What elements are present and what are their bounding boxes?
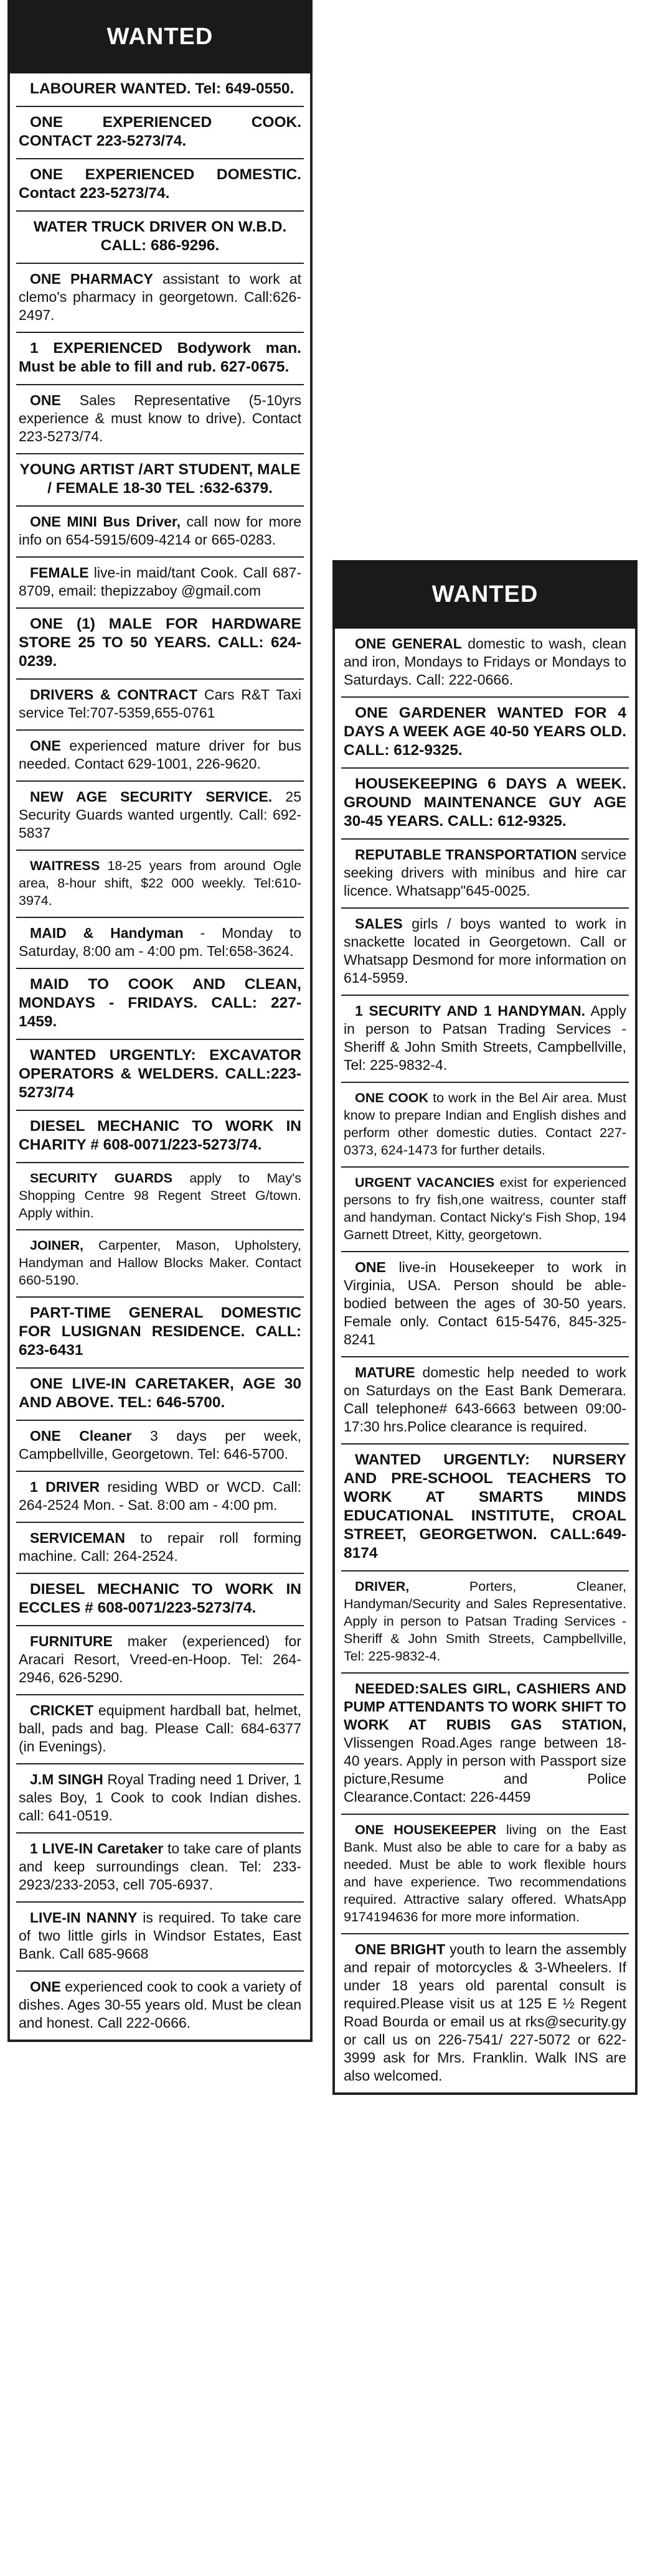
ad-body [19,975,301,1031]
ad-body [19,1046,301,1102]
classified-ad [16,1163,304,1230]
classified-ad [16,609,304,680]
ad-lead: ONE PHARMACY [30,271,153,287]
classified-ad [16,1369,304,1421]
ad-lead: ONE [30,738,61,754]
ad-text: to take care of plants and keep surroundings clean. Tel: 233-2923/233-2053, cell 705-6937. [19,1840,302,1893]
ad-text: residing WBD or WCD. Call: 264-2524 Mon. - Sat. 8:00 am - 4:00 pm. [19,1479,301,1513]
ad-lead: MATURE [355,1364,415,1380]
ad-text: MAID TO COOK AND CLEAN, MONDAYS - FRIDAYS. CALL: 227-1459. [19,976,301,1030]
ad-body [19,1529,301,1565]
classified-ad [341,1934,629,2092]
ad-text: LABOURER WANTED. Tel: 649-0550. [30,80,294,97]
classified-ad [341,909,629,996]
ad-text: ONE EXPERIENCED DOMESTIC. Contact 223-5273/74. [19,166,301,202]
ad-body [19,270,301,324]
ad-body [19,80,301,98]
classified-ad [16,1695,304,1764]
classified-ad [341,1815,629,1934]
ad-lead: ONE BRIGHT [355,1941,446,1957]
ad-lead: SALES [355,916,403,932]
ad-lead: FEMALE [30,564,89,581]
ad-body [19,1840,301,1894]
ad-lead: ONE Cleaner [30,1428,132,1444]
classified-ad [16,680,304,731]
ad-text: live-in maid/tant Cook. Call 687-8709, email: thepizzaboy @gmail.com [19,564,301,599]
classified-ad [16,731,304,782]
ad-lead: JOINER, [30,1238,84,1253]
ad-text: live-in Housekeeper to work in Virginia, USA. Person should be able-bodied between the ages of 30-50 years. Female only. Contact 615-5476, 845-325-8241 [344,1259,626,1347]
ad-text: WANTED URGENTLY: NURSERY AND PRE-SCHOOL TEACHERS TO WORK AT SMARTS MINDS EDUCATIONAL INSTITUTE, CROAL STREET, GEORGETWON. CALL:649-8174 [344,1451,626,1562]
ad-text: YOUNG ARTIST /ART STUDENT, MALE / FEMALE 18-30 TEL :632-6379. [19,461,301,497]
ad-text: is required. To take care of two little girls in Windsor Estates, East Bank. Call 685-9668 [19,1909,301,1962]
ad-body [19,1375,301,1412]
ad-text: exist for experienced persons to fry fish,one waitress, counter staff and handyman. Contact Nicky's Fish Shop, 194 Garnett Dtreet, Kitty, georgetown. [344,1175,626,1242]
ad-text: maker (experienced) for Aracari Resort, Vreed-en-Hoop. Tel: 264-2946, 626-5290. [19,1633,301,1685]
left-ads-list [7,73,313,2042]
classified-ad [16,107,304,159]
ad-body [344,915,626,987]
classified-ad [16,969,304,1040]
ad-lead: WAITRESS [30,858,100,873]
ad-text: Carpenter, Mason, Upholstery, Handyman and Hallow Blocks Maker. Contact 660-5190. [19,1238,301,1288]
ad-lead: DRIVER, [355,1579,410,1594]
ad-lead: REPUTABLE TRANSPORTATION [355,846,577,863]
classified-ad [16,333,304,385]
ad-text: to repair roll forming machine. Call: 264-2524. [19,1530,301,1564]
ad-body [344,1680,626,1806]
classified-ad [16,1903,304,1972]
ad-body [19,1702,301,1756]
ad-body [344,1002,626,1074]
ad-body [19,1978,301,2032]
ad-text: ONE LIVE-IN CARETAKER, AGE 30 AND ABOVE. TEL: 646-5700. [19,1375,301,1411]
classified-ad [16,558,304,609]
classified-ad [341,629,629,698]
ad-body [344,704,626,760]
ad-text: experienced cook to cook a variety of dishes. Ages 30-55 years old. Must be clean and honest. Call 222-0666. [19,1979,301,2031]
ad-text: WANTED URGENTLY: EXCAVATOR OPERATORS & WELDERS. CALL:223-5273/74 [19,1047,301,1101]
ad-lead: URGENT VACANCIES [355,1175,495,1190]
classified-ad [16,454,304,507]
ad-lead: DRIVERS & CONTRACT [30,686,198,703]
classified-ad [341,996,629,1083]
ad-body [19,686,301,722]
ad-body [344,1089,626,1159]
ad-body [344,1941,626,2085]
classified-ad [341,1357,629,1445]
ad-body [19,737,301,773]
classified-ad [16,1626,304,1695]
ad-text: HOUSEKEEPING 6 DAYS A WEEK. GROUND MAINTENANCE GUY AGE 30-45 YEARS. CALL: 612-9325. [344,775,626,830]
ad-body [344,1258,626,1349]
ad-body [344,1174,626,1244]
classified-ad [341,698,629,769]
ad-lead: J.M SINGH [30,1771,103,1787]
ad-body [19,218,301,255]
classified-ad [16,1040,304,1111]
ad-lead: ONE HOUSEKEEPER [355,1822,497,1837]
ad-text: 1 EXPERIENCED Bodywork man. Must be able to fill and rub. 627-0675. [19,340,301,375]
classified-ad [16,1834,304,1903]
ad-body [19,1909,301,1963]
ad-text: Apply in person to Patsan Trading Services - Sheriff & John Smith Streets, Campbellville, Tel: 225-9832-4. [344,1003,626,1073]
classified-ad [16,918,304,969]
ad-text: domestic to wash, clean and iron, Mondays to Fridays or Mondays to Saturdays. Call: 222-0666. [344,635,626,688]
ad-text: call now for more info on 654-5915/609-4214 or 665-0283. [19,513,301,548]
left-wanted-header: WANTED [7,0,313,73]
ad-body [19,1169,301,1222]
classified-ad [16,385,304,454]
classified-ad [16,212,304,264]
ad-body [344,635,626,689]
classified-ad [341,1445,629,1571]
ad-lead: 1 SECURITY AND 1 HANDYMAN. [355,1003,585,1019]
ad-lead: ONE [30,1979,61,1995]
ad-text: 3 days per week, Campbellville, Georgetown. Tel: 646-5700. [19,1428,302,1462]
ad-body [19,1580,301,1618]
classified-ad [341,1252,629,1357]
ad-text: living on the East Bank. Must also be able to care for a baby as needed. Must be able to work flexible hours and have experience. Two recommendations required. Attractive salary offered. WhatsApp 9174194636 for more more information. [344,1822,627,1924]
ad-lead: SERVICEMAN [30,1530,125,1546]
ad-body [19,1304,301,1360]
ad-body [19,391,301,446]
classified-ad [16,507,304,558]
classified-ad [16,1298,304,1369]
ad-body [19,339,301,377]
ad-text: to work in the Bel Air area. Must know to prepare Indian and English dishes and perform other domestic duties. Contact 227-0373, 624-1473 for further details. [344,1090,626,1158]
ad-text: equipment hardball bat, helmet, ball, pads and bag. Please Call: 684-6377 (in Evenings). [19,1702,301,1754]
ad-body [19,1478,301,1514]
right-ads-list [332,629,638,2095]
classified-ad [16,782,304,851]
ad-body [19,1632,301,1687]
ad-lead: ONE COOK [355,1090,429,1105]
ad-lead: CRICKET [30,1702,94,1718]
ad-body [344,775,626,831]
ad-text: DIESEL MECHANIC TO WORK IN CHARITY # 608-0071/223-5273/74. [19,1118,301,1153]
classified-ad [341,840,629,909]
ad-lead: 1 LIVE-IN Caretaker [30,1840,164,1857]
ad-text: experienced mature driver for bus needed. Contact 629-1001, 226-9620. [19,738,301,772]
classified-ad [341,1168,629,1252]
ad-body [19,461,301,498]
ad-lead: ONE [355,1259,386,1275]
ad-lead: FURNITURE [30,1633,113,1649]
ad-text: Sales Representative (5-10yrs experience & must know to drive). Contact 223-5273/74. [19,392,301,444]
classified-ad [16,1421,304,1472]
ad-body [19,564,301,600]
ad-body [19,113,301,151]
ad-lead: ONE [30,392,61,408]
ad-text: domestic help needed to work on Saturdays on the East Bank Demerara. Call telephone# 643-6663 between 09:00- 17:30 hrs.Police clearance is required. [344,1364,626,1435]
ad-lead: NEW AGE SECURITY SERVICE. [30,789,273,805]
ad-text: girls / boys wanted to work in snackette located in Georgetown. Call or Whatsapp Desmond for more information on 614-5959. [344,916,626,986]
ad-text: assistant to work at clemo's pharmacy in georgetown. Call:626-2497. [19,271,302,323]
ad-body [19,1427,301,1463]
ad-body [19,513,301,549]
ad-text: 25 Security Guards wanted urgently. Call: 692-5837 [19,789,301,841]
ad-text: Cars R&T Taxi service Tel:707-5359,655-0761 [19,686,301,721]
ad-lead: ONE GENERAL [355,635,462,652]
classified-ad [16,1111,304,1163]
ad-body [19,1237,301,1289]
classified-ad [16,851,304,918]
classified-ad [341,1571,629,1674]
ad-lead: ONE MINI Bus Driver, [30,513,181,530]
ad-body [19,1771,301,1825]
ad-body [344,1364,626,1436]
classified-ad [16,159,304,212]
ad-body [344,1451,626,1563]
ad-text: 18-25 years from around Ogle area, 8-hour shift, $22 000 weekly. Tel:610-3974. [19,858,301,908]
classified-ad [341,1674,629,1815]
ad-body [19,1117,301,1155]
ad-text: ONE (1) MALE FOR HARDWARE STORE 25 TO 50 YEARS. CALL: 624-0239. [19,616,301,670]
ad-lead: MAID & Handyman [30,925,184,941]
ad-body [19,788,301,842]
ad-body [19,924,301,960]
classified-ad [16,1764,304,1834]
ad-body [344,846,626,900]
classified-ad [16,1574,304,1626]
classified-ad [16,1523,304,1574]
classified-ad [16,1972,304,2040]
ad-text: apply to May's Shopping Centre 98 Regent Street G/town. Apply within. [19,1171,301,1220]
ad-text: - Monday to Saturday, 8:00 am - 4:00 pm. Tel:658-3624. [19,925,301,959]
classified-ad [16,1230,304,1298]
ad-text: ONE EXPERIENCED COOK. CONTACT 223-5273/74. [19,114,301,149]
ad-body [19,857,301,909]
right-wanted-header: WANTED [332,560,638,629]
ad-body [344,1578,626,1665]
right-column [332,560,638,2095]
ad-text: PART-TIME GENERAL DOMESTIC FOR LUSIGNAN RESIDENCE. CALL: 623-6431 [19,1304,301,1359]
ad-text: service seeking drivers with minibus and hire car licence. Whatsapp"645-0025. [344,846,626,899]
classified-ad [341,769,629,840]
ad-body [344,1821,626,1926]
classified-ad [16,264,304,333]
ad-text: Royal Trading need 1 Driver, 1 sales Boy, 1 Cook to cook Indian dishes. call: 641-0519. [19,1771,302,1824]
ad-body [19,166,301,203]
ad-text: youth to learn the assembly and repair of motorcycles & 3-Wheelers. If under 18 years old parental consult is required.Please visit us at 125 E ½ Regent Road Bourda or email us at rks@security.gy or call us on 226-7541/ 227-5072 or 622-3999 ask for Mrs. Franklin. Walk INS are also welcomed. [344,1941,626,2084]
ad-text: ONE GARDENER WANTED FOR 4 DAYS A WEEK AGE 40-50 YEARS OLD. CALL: 612-9325. [344,705,626,759]
ad-text: WATER TRUCK DRIVER ON W.B.D. CALL: 686-9296. [33,218,287,254]
ad-lead: NEEDED:SALES GIRL, CASHIERS AND PUMP ATTENDANTS TO WORK SHIFT TO WORK AT RUBIS GAS STATION, [344,1680,626,1733]
ad-lead: LIVE-IN NANNY [30,1909,138,1926]
ad-text: Porters, Cleaner, Handyman/Security and Sales Representative. Apply in person to Patsan Trading Services - Sheriff & John Smith Streets, Campbellville, Tel: 225-9832-4. [344,1579,626,1664]
left-column [7,0,313,2042]
ad-lead: SECURITY GUARDS [30,1171,172,1186]
ad-text: DIESEL MECHANIC TO WORK IN ECCLES # 608-0071/223-5273/74. [19,1581,301,1616]
classified-ad [16,1472,304,1523]
ad-body [19,615,301,671]
classified-ad [16,73,304,107]
ad-lead: 1 DRIVER [30,1479,100,1495]
classified-ad [341,1083,629,1168]
ad-text: Vlissengen Road.Ages range between 18-40 years. Apply in person with Passport size picture,Resume and Police Clearance.Contact: 226-4459 [344,1735,626,1805]
